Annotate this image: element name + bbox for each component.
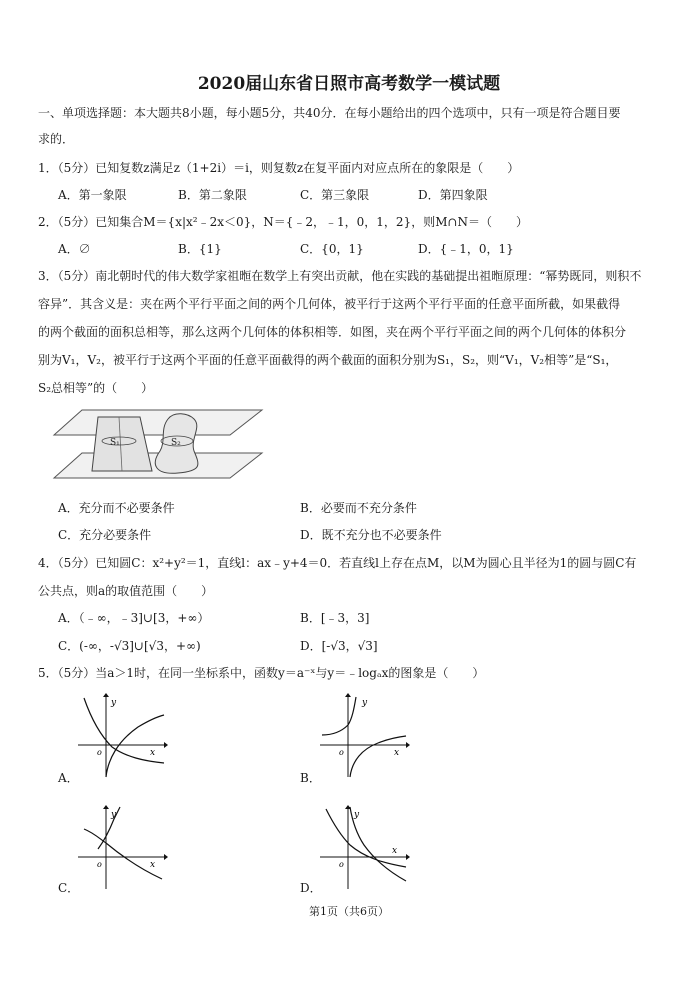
question-1-option-d: D．第四象限 (418, 188, 488, 202)
question-3-option-a: A．充分而不必要条件 (58, 501, 175, 515)
top-plane (54, 410, 262, 435)
graph-c-y-label: y (111, 810, 117, 820)
graph-d-exponential-curve (326, 809, 406, 867)
question-4-option-c: C．(-∞，-√3]∪[√3，+∞) (58, 639, 201, 653)
graph-b-origin-label: o (339, 748, 344, 757)
question-5-option-c: C． (58, 881, 80, 895)
question-3-stem-line-5: S₂总相等”的（ ） (38, 381, 154, 395)
question-2-stem: 2．（5分）已知集合M＝{x|x²﹣2x＜0}，N＝{﹣2，﹣1，0，1，2}，则M∩N＝（ ） (38, 215, 529, 229)
graph-b-x-label: x (394, 748, 400, 758)
question-3-stem-line-4: 别为V₁，V₂，被平行于这两个平面的任意平面截得的两个截面的面积分别为S₁，S₂，则“V₁，V₂相等”是“S₁， (38, 353, 618, 367)
graph-a-x-label: x (150, 748, 156, 758)
section-instruction-line-2: 求的． (38, 132, 75, 146)
graph-c-exponential-curve (84, 829, 162, 879)
graph-a-y-label: y (111, 698, 117, 708)
question-5-option-b: B． (300, 771, 321, 785)
question-1-option-a: A．第一象限 (58, 188, 127, 202)
graph-c-log-curve (98, 807, 120, 849)
graph-b-y-label: y (362, 698, 368, 708)
question-2-option-a: A．∅ (58, 242, 91, 256)
graph-c-origin-label: o (97, 860, 102, 869)
graph-d (320, 805, 410, 890)
question-3-stem-line-2: 容异”．其含义是：夹在两个平行平面之间的两个几何体，被平行于这两个平行平面的任意平面所截，如果截得 (38, 297, 621, 311)
page-footer: 第1页（共6页） (309, 905, 389, 918)
graph-d-y-label: y (354, 810, 360, 820)
question-1-option-b: B．第二象限 (178, 188, 247, 202)
question-3-stem-line-1: 3．（5分）南北朝时代的伟大数学家祖暅在数学上有突出贡献，他在实践的基础提出祖暅原理：“幂势既同，则积不 (38, 269, 642, 283)
question-3-option-d: D．既不充分也不必要条件 (300, 528, 442, 542)
question-1-option-c: C．第三象限 (300, 188, 370, 202)
question-2-option-c: C．{0，1} (300, 242, 364, 256)
graph-a (78, 693, 168, 778)
question-5-option-a: A． (58, 771, 79, 785)
graph-c-x-label: x (150, 860, 156, 870)
label-s1: S₁ (110, 438, 120, 448)
question-4-option-b: B．[﹣3，3] (300, 611, 370, 625)
question-5-stem: 5．（5分）当a＞1时，在同一坐标系中，函数y＝a⁻ˣ与y＝﹣logₐx的图象是（ ） (38, 666, 485, 680)
question-4-stem-line-2: 公共点，则a的取值范围（ ） (38, 584, 214, 598)
zu-geng-principle-figure (52, 405, 272, 490)
graph-a-log-curve (106, 715, 164, 777)
graph-a-origin-label: o (97, 748, 102, 757)
question-1-stem: 1．（5分）已知复数z满足z（1+2i）＝i，则复数z在复平面内对应点所在的象限是（ ） (38, 161, 520, 175)
graph-b-exponential-curve (322, 697, 356, 735)
question-4-stem-line-1: 4．（5分）已知圆C：x²+y²＝1，直线l：ax﹣y+4＝0．若直线l上存在点M，以M为圆心且半径为1的圆与圆C有 (38, 556, 637, 570)
question-4-option-d: D．[-√3，√3] (300, 639, 378, 653)
graph-c (78, 805, 168, 890)
graph-b (320, 693, 410, 778)
question-3-option-c: C．充分必要条件 (58, 528, 152, 542)
question-3-option-b: B．必要而不充分条件 (300, 501, 417, 515)
label-s2: S₂ (171, 438, 181, 448)
question-5-option-d: D． (300, 881, 322, 895)
question-2-option-b: B．{1} (178, 242, 222, 256)
question-4-option-a: A．（﹣∞，﹣3]∪[3，+∞） (58, 611, 210, 625)
graph-d-x-label: x (392, 846, 398, 856)
graph-d-origin-label: o (339, 860, 344, 869)
section-instruction-line-1: 一、单项选择题：本大题共8小题，每小题5分，共40分．在每小题给出的四个选项中，只有一项是符合题目要 (38, 106, 621, 120)
question-2-option-d: D．{﹣1，0，1} (418, 242, 514, 256)
question-3-stem-line-3: 的两个截面的面积总相等，那么这两个几何体的体积相等．如图，夹在两个平行平面之间的两个几何体的体积分 (38, 325, 627, 339)
page-title: 2020届山东省日照市高考数学一模试题 (197, 74, 501, 94)
